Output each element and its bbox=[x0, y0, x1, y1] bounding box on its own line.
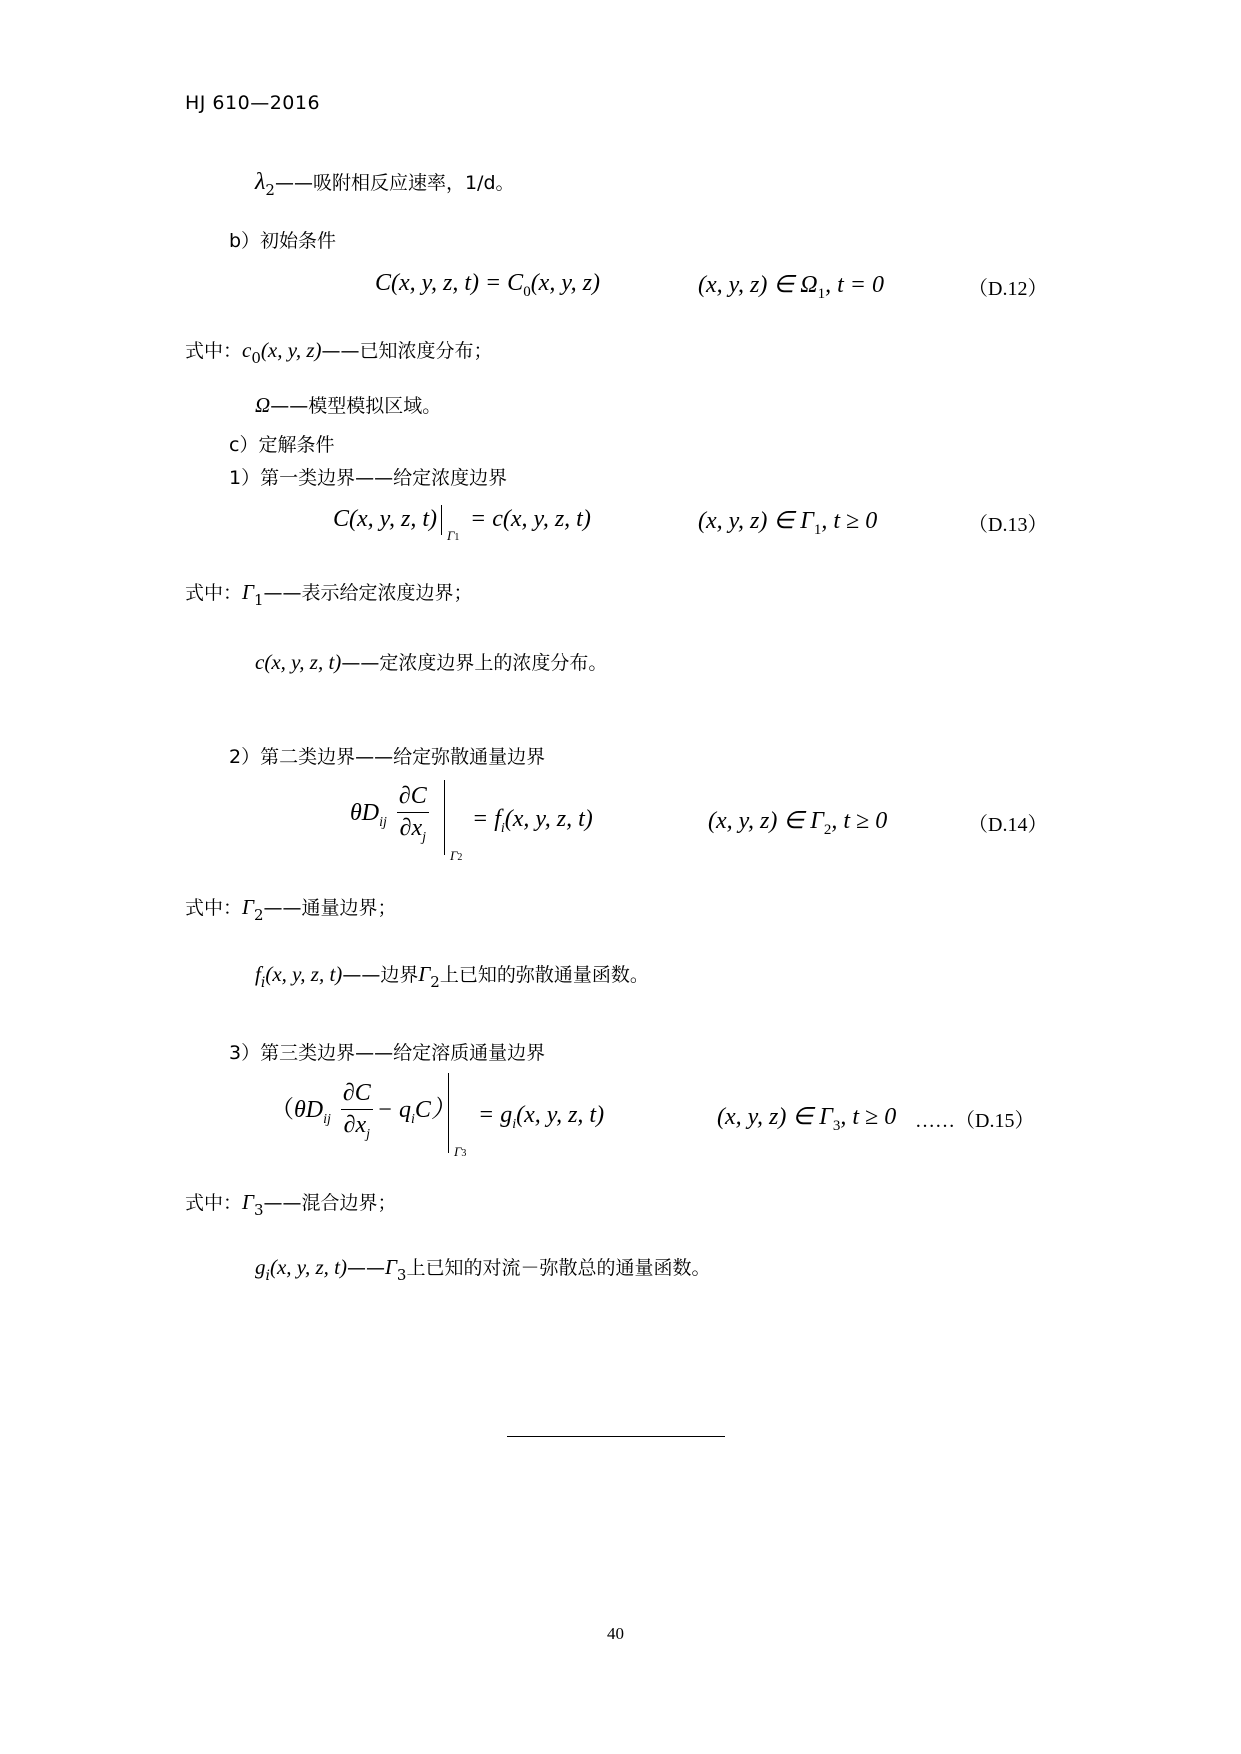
equation-d14-bar-subscript: Γ2 bbox=[450, 848, 463, 863]
gamma2-definition: 式中：Γ2——通量边界； bbox=[185, 895, 397, 924]
lambda-definition bbox=[255, 168, 515, 199]
equation-d12-number: （D.12） bbox=[968, 278, 1048, 300]
end-of-section-rule bbox=[507, 1436, 725, 1437]
equation-d15-rhs: = $g_i(x$, y, z, t) bbox=[478, 1102, 605, 1132]
equation-d14-number: （D.14） bbox=[968, 814, 1048, 836]
omega-definition: Ω——模型模拟区域。 bbox=[255, 393, 442, 417]
boundary-conditions-heading: c）定解条件 bbox=[229, 434, 335, 456]
equation-d14-lhs: $\theta D_{ij}$ $\frac{\partial C}{\partial x_j}$ bbox=[350, 783, 427, 845]
c-definition: c(x, y, z, t)——定浓度边界上的浓度分布。 bbox=[255, 650, 608, 674]
initial-conditions-heading: b）初始条件 bbox=[229, 230, 337, 252]
gamma1-definition: 式中：Γ1——表示给定浓度边界； bbox=[185, 580, 473, 609]
c0-definition: 式中：c0(x, y, z)——已知浓度分布； bbox=[185, 338, 493, 367]
evaluation-bar bbox=[441, 505, 442, 535]
gi-definition: gi(x, y, z, t)——Γ3上已知的对流－弥散总的通量函数。 bbox=[255, 1255, 711, 1284]
equation-d13-domain: (x, y, z) ∈ $\Gamma_1$, t ≥ 0 bbox=[698, 508, 878, 538]
evaluation-bar bbox=[444, 780, 445, 855]
second-boundary-heading: 2）第二类边界——给定弥散通量边界 bbox=[229, 746, 546, 768]
equation-d13-lhs: C(x, y, z, t) bbox=[333, 506, 437, 532]
document-code: HJ 610—2016 bbox=[185, 92, 321, 114]
equation-d13-bar-subscript: Γ1 bbox=[447, 528, 460, 543]
equation-d13-rhs: = c(x, y, z, t) bbox=[470, 506, 591, 532]
where-label: 式中： bbox=[185, 340, 243, 362]
lambda-symbol: λ bbox=[255, 169, 266, 195]
fi-definition: fi(x, y, z, t)——边界Γ2上已知的弥散通量函数。 bbox=[255, 962, 649, 991]
equation-d15-domain: (x, y, z) ∈ $\Gamma_3$, t ≥ 0 bbox=[717, 1104, 897, 1134]
partial-derivative-fraction: $\frac{\partial C}{\partial x_j}$ bbox=[398, 783, 427, 845]
first-boundary-heading: 1）第一类边界——给定浓度边界 bbox=[229, 467, 508, 489]
lambda-subscript: 2 bbox=[265, 181, 275, 199]
equation-d14-domain: (x, y, z) ∈ $\Gamma_2$, t ≥ 0 bbox=[708, 808, 888, 838]
equation-d12-domain: (x, y, z) ∈ $\Omega_1$, t = 0 bbox=[698, 272, 884, 302]
equation-d13-number: （D.13） bbox=[968, 514, 1048, 536]
omega-symbol: Ω bbox=[255, 393, 271, 417]
equation-d12-lhs: C(x, y, z, $t) = C_0(x$, y, z) bbox=[375, 270, 600, 300]
evaluation-bar bbox=[448, 1073, 449, 1153]
equation-d15-lhs: （$\theta D_{ij}$ $\frac{\partial C}{\partial x_j}$ − $q_iC$） bbox=[270, 1080, 455, 1142]
third-boundary-heading: 3）第三类边界——给定溶质通量边界 bbox=[229, 1042, 546, 1064]
equation-d14-rhs: = $f_i(x$, y, z, t) bbox=[472, 806, 593, 836]
page-number: 40 bbox=[607, 1624, 624, 1643]
gamma3-definition: 式中：Γ3——混合边界； bbox=[185, 1190, 397, 1219]
lambda-description: ——吸附相反应速率，1/d。 bbox=[274, 172, 515, 194]
equation-d15-bar-subscript: Γ3 bbox=[454, 1144, 467, 1159]
leader-dots: …… bbox=[915, 1110, 955, 1132]
partial-derivative-fraction: $\frac{\partial C}{\partial x_j}$ bbox=[342, 1080, 371, 1142]
equation-d15-number: ……（D.15） bbox=[915, 1110, 1035, 1132]
